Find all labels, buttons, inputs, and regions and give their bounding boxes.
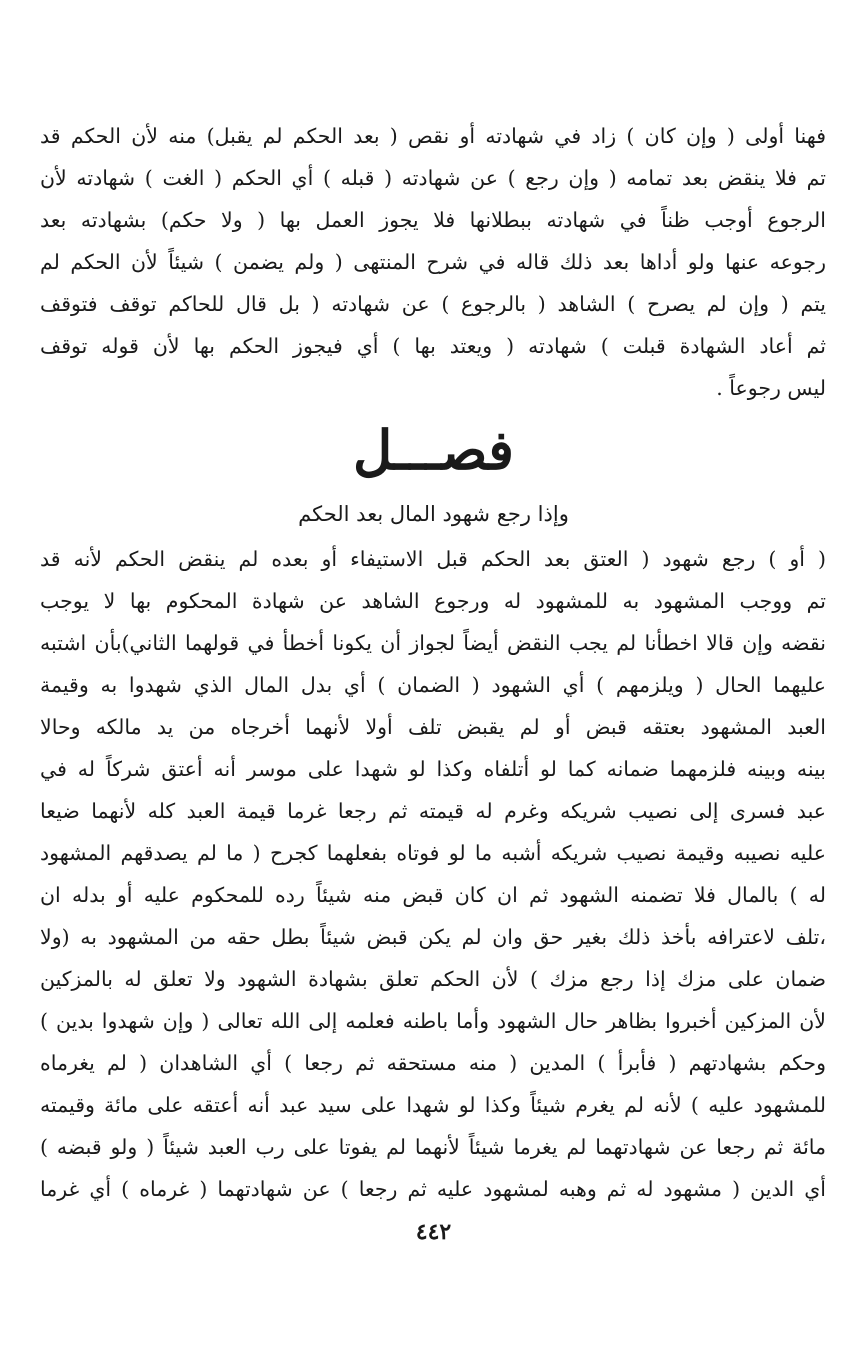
- text-line: مائة ثم رجعا عن شهادتهما لم يغرما شيئاً لأنهما لم يفوتا على رب العبد شيئاً ( ولو قبضه ): [40, 1135, 826, 1159]
- text-line: عبد فسرى إلى نصيب شريكه وغرم له قيمته ثم رجعا غرما قيمة العبد كله لأنهما ضيعا: [40, 799, 826, 823]
- text-line: للمشهود عليه ) لأنه لم يغرم شيئاً وكذا لو شهدا على سيد عبد أنه أعتقه على مائة وقيمته: [40, 1093, 826, 1117]
- text-line: تم ووجب المشهود به للمشهود له ورجوع الشاهد عن شهادة المحكوم بها لا يوجب: [40, 589, 826, 613]
- text-line: يتم ( وإن لم يصرح ) الشاهد ( بالرجوع ) عن شهادته ( بل قال للحاكم توقف فتوقف: [40, 292, 826, 316]
- text-line: بينه وبينه فلزمهما ضمانه كما لو أتلفاه وكذا لو شهدا على موسر أنه أعتق شركاً له في: [40, 757, 826, 781]
- text-line: ليس رجوعاً .: [716, 376, 826, 400]
- text-line: العبد المشهود بعتقه قبض أو لم يقبض تلف أولا لأنهما أخرجاه من يد مالكه وحالا: [40, 715, 826, 739]
- section-subtitle: وإذا رجع شهود المال بعد الحكم: [298, 502, 569, 526]
- text-line: رجوعه عنها ولو أداها بعد ذلك قاله في شرح المنتهى ( ولم يضمن ) شيئاً لأن الحكم لم: [40, 250, 826, 274]
- text-line: الرجوع أوجب ظناً في شهادته ببطلانها فلا يجوز العمل بها ( ولا حكم) بشهادته بعد: [40, 208, 826, 232]
- text-line: لأن المزكين أخبروا بظاهر حال الشهود وأما باطنه فعلمه إلى الله تعالى ( وإن شهدوا بدين ): [40, 1009, 826, 1033]
- text-line: له ) بالمال فلا تضمنه الشهود ثم ان كان قبض منه شيئاً رده للمحكوم عليه أو بدله ان: [40, 883, 826, 907]
- page-number: ٤٤٢: [415, 1219, 452, 1245]
- text-line: ثم أعاد الشهادة قبلت ) شهادته ( ويعتد بها ) أي فيجوز الحكم بها لأن قوله توقف: [40, 334, 826, 358]
- paragraph-1: [40, 115, 826, 409]
- text-line: نقضه وإن قالا اخطأنا لم يجب النقض أيضاً لجواز أن يكونا أخطأ في قولهما الثاني)بأن اشتبه: [40, 631, 826, 655]
- text-line: عليه نصيبه وقيمة نصيب شريكه أشبه ما لو فوتاه بفعلهما كجرح ( ما لم يصدقهم المشهود: [40, 841, 826, 865]
- paragraph-2: [40, 538, 826, 1210]
- text-line: فهنا أولى ( وإن كان ) زاد في شهادته أو نقص ( بعد الحكم لم يقبل) منه لأن الحكم قد: [40, 124, 826, 148]
- section-title: فصـــل: [353, 418, 514, 482]
- text-line: أي الدين ( مشهود له ثم وهبه لمشهود عليه ثم رجعا ) عن شهادتهما ( غرماه ) أي غرما: [40, 1177, 826, 1201]
- text-line: تم فلا ينقض بعد تمامه ( وإن رجع ) عن شهادته ( قبله ) أي الحكم ( الغت ) شهادته لأن: [40, 166, 826, 190]
- text-line: ،تلف لاعترافه بأخذ ذلك بغير حق وان لم يكن قبض شيئاً بطل حقه من المشهود به (ولا: [40, 925, 826, 949]
- text-line: عليهما الحال ( ويلزمهم ) أي الشهود ( الضمان ) أي بدل المال الذي شهدوا به وقيمة: [40, 673, 826, 697]
- text-line: ضمان على مزك إذا رجع مزك ) لأن الحكم تعلق بشهادة الشهود ولا تعلق له بالمزكين: [40, 967, 826, 991]
- text-line: وحكم بشهادتهم ( فأبرأ ) المدين ( منه مستحقه ثم رجعا ) أي الشاهدان ( لم يغرماه: [40, 1051, 826, 1075]
- text-line: ( أو ) رجع شهود ( العتق بعد الحكم قبل الاستيفاء أو بعده لم ينقض الحكم لأنه قد: [40, 547, 826, 571]
